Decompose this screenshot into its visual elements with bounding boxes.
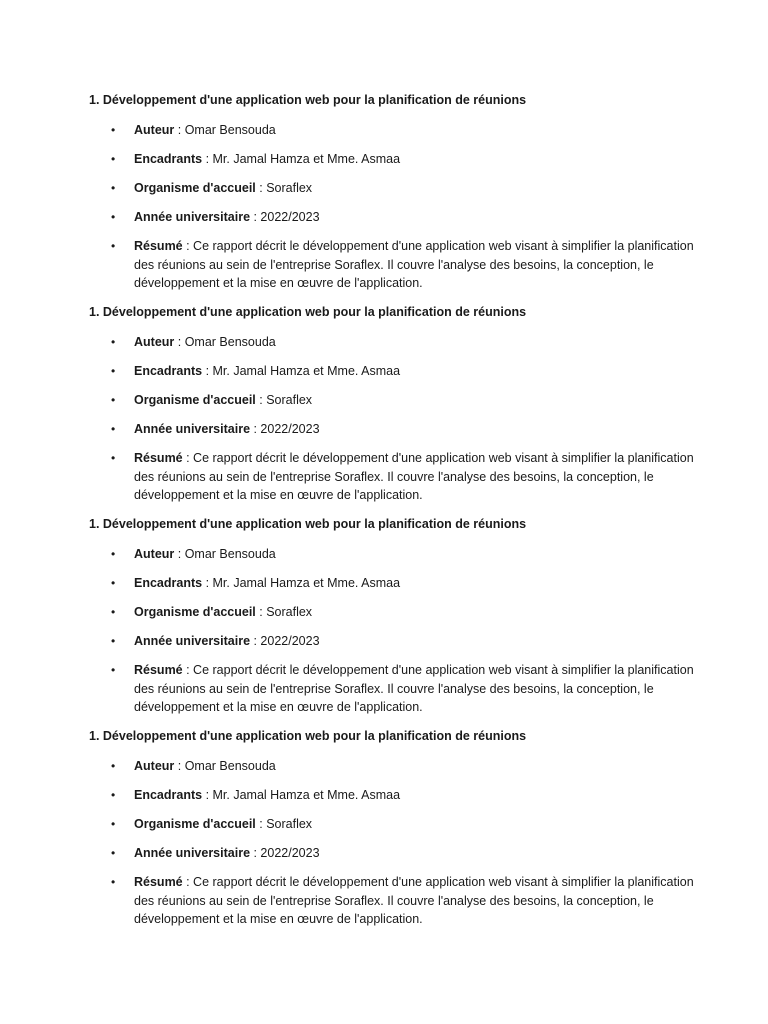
field-label: Organisme d'accueil [134,181,256,195]
bullet-icon: • [111,605,116,619]
field-label: Auteur [134,547,175,561]
bullet-icon: • [111,335,116,349]
field-label: Organisme d'accueil [134,605,256,619]
field-host-organization [89,391,698,410]
entry-title: 1. Développement d'une application web pour la planification de réunions [89,729,527,743]
report-entry [89,728,698,940]
entry-field-list [89,757,698,929]
field-summary [89,237,694,293]
entry-title: 1. Développement d'une application web pour la planification de réunions [89,517,527,531]
field-label: Auteur [134,759,175,773]
field-supervisors [89,362,698,381]
field-value: : Mr. Jamal Hamza et Mme. Asmaa [202,576,401,590]
field-host-organization [89,815,698,834]
field-value: : Omar Bensouda [174,123,276,137]
field-value: : 2022/2023 [250,422,320,436]
entry-field-list [89,545,698,717]
entry-field-list [89,333,698,505]
report-entry [89,516,698,728]
entry-field-list [89,121,698,293]
bullet-icon: • [111,759,116,773]
field-value: : Omar Bensouda [174,335,276,349]
field-author [89,333,698,352]
field-label: Résumé [134,663,183,677]
report-entry [89,92,698,304]
bullet-icon: • [111,451,116,465]
field-value: : Ce rapport décrit le développement d'une application web visant à simplifier la planification des réunions au sein de l'entreprise Soraflex. Il couvre l'analyse des besoins, la conception, le développement et la mise en œuvre de l'application. [134,451,694,502]
bullet-icon: • [111,364,116,378]
field-value: : Soraflex [255,817,313,831]
field-label: Encadrants [134,788,203,802]
field-value: : Soraflex [255,605,313,619]
field-value: : 2022/2023 [250,846,320,860]
field-label: Encadrants [134,576,203,590]
bullet-icon: • [111,123,116,137]
field-label: Auteur [134,335,175,349]
field-author [89,121,698,140]
field-value: : Ce rapport décrit le développement d'une application web visant à simplifier la planification des réunions au sein de l'entreprise Soraflex. Il couvre l'analyse des besoins, la conception, le développement et la mise en œuvre de l'application. [134,239,694,290]
field-host-organization [89,603,698,622]
field-summary [89,449,694,505]
bullet-icon: • [111,875,116,889]
field-label: Encadrants [134,152,203,166]
field-label: Résumé [134,451,183,465]
field-academic-year [89,844,698,863]
field-host-organization [89,179,698,198]
bullet-icon: • [111,239,116,253]
field-supervisors [89,150,698,169]
field-author [89,757,698,776]
bullet-icon: • [111,547,116,561]
field-label: Année universitaire [134,210,251,224]
field-value: : Mr. Jamal Hamza et Mme. Asmaa [202,364,401,378]
bullet-icon: • [111,422,116,436]
field-value: : Omar Bensouda [174,759,276,773]
field-label: Organisme d'accueil [134,817,256,831]
field-label: Encadrants [134,364,203,378]
bullet-icon: • [111,663,116,677]
bullet-icon: • [111,846,116,860]
bullet-icon: • [111,152,116,166]
field-author [89,545,698,564]
field-value: : Soraflex [255,393,313,407]
bullet-icon: • [111,634,116,648]
field-value: : 2022/2023 [250,210,320,224]
report-entry [89,304,698,516]
field-value: : Omar Bensouda [174,547,276,561]
bullet-icon: • [111,817,116,831]
field-supervisors [89,574,698,593]
field-supervisors [89,786,698,805]
entry-title: 1. Développement d'une application web pour la planification de réunions [89,305,527,319]
bullet-icon: • [111,210,116,224]
bullet-icon: • [111,576,116,590]
field-value: : Soraflex [255,181,313,195]
field-label: Année universitaire [134,634,251,648]
bullet-icon: • [111,788,116,802]
field-label: Résumé [134,239,183,253]
field-label: Année universitaire [134,422,251,436]
entry-title: 1. Développement d'une application web pour la planification de réunions [89,93,527,107]
field-label: Organisme d'accueil [134,393,256,407]
field-academic-year [89,208,698,227]
bullet-icon: • [111,181,116,195]
field-value: : Mr. Jamal Hamza et Mme. Asmaa [202,788,401,802]
field-label: Résumé [134,875,183,889]
field-label: Auteur [134,123,175,137]
field-academic-year [89,632,698,651]
field-value: : Ce rapport décrit le développement d'une application web visant à simplifier la planification des réunions au sein de l'entreprise Soraflex. Il couvre l'analyse des besoins, la conception, le développement et la mise en œuvre de l'application. [134,663,694,714]
bullet-icon: • [111,393,116,407]
field-academic-year [89,420,698,439]
field-value: : 2022/2023 [250,634,320,648]
field-value: : Ce rapport décrit le développement d'une application web visant à simplifier la planification des réunions au sein de l'entreprise Soraflex. Il couvre l'analyse des besoins, la conception, le développement et la mise en œuvre de l'application. [134,875,694,926]
field-value: : Mr. Jamal Hamza et Mme. Asmaa [202,152,401,166]
field-summary [89,661,694,717]
field-summary [89,873,694,929]
field-label: Année universitaire [134,846,251,860]
